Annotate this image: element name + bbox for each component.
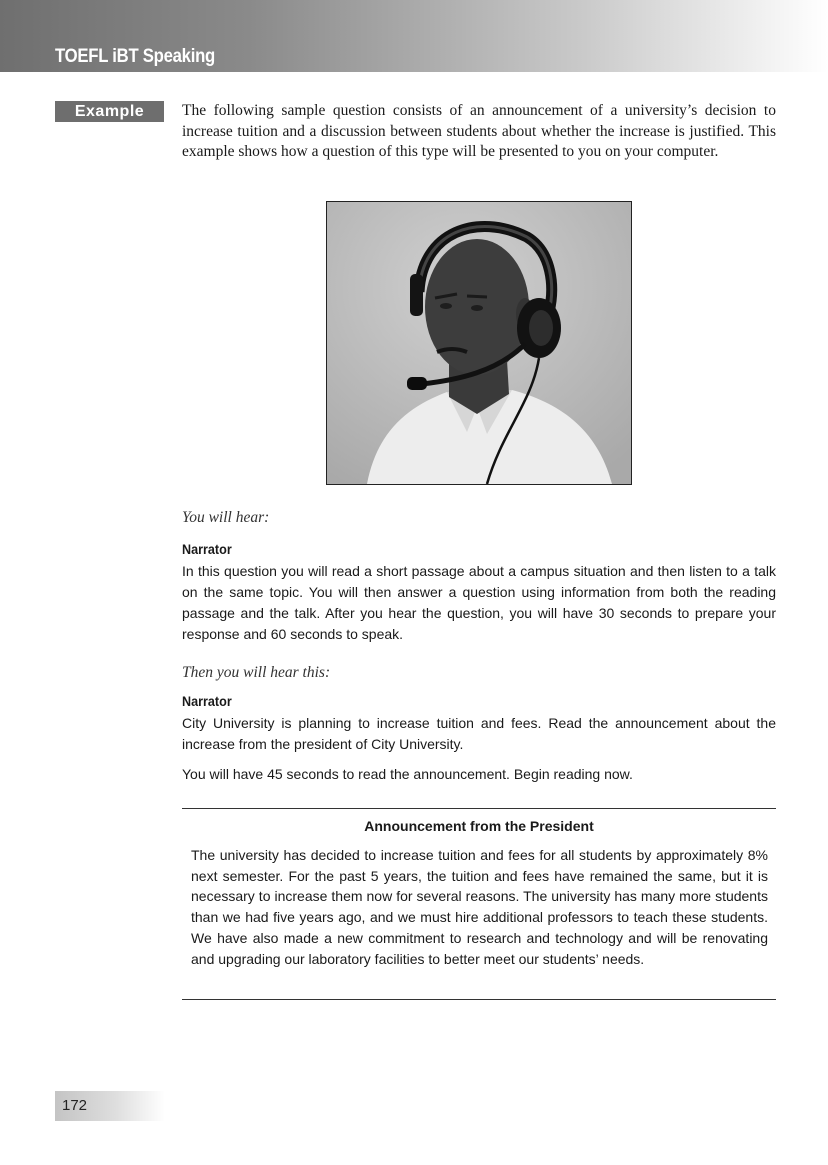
speaker-label: Narrator (182, 693, 232, 709)
section-heading-then-you-will-hear: Then you will hear this: (182, 664, 331, 681)
announcement-body: The university has decided to increase tuition and fees for all students by approximately 8% next semester. For the past 5 years, the tuition and fees have remained the same, but it is necessary to increase them now for several reasons. The university has many more students than we had five years ago, and we must hire additional professors to teach these students. We have also made a new commitment to research and technology and will be renovating and upgrading our laboratory facilities to better meet our students’ needs. (191, 847, 768, 967)
running-header: TOEFL iBT Speaking (55, 46, 216, 67)
narrator-instructions: In this question you will read a short passage about a campus situation and then listen to a talk on the same topic. You will then answer a question using information from both the reading passage and the talk. After you hear the question, you will have 30 seconds to prepare your response and 60 seconds to speak. (182, 563, 776, 642)
speaker-label: Narrator (182, 541, 232, 557)
announcement-bottom-rule (182, 999, 776, 1000)
intro-paragraph: The following sample question consists of an announcement of a university’s decision to increase tuition and a discussion between students about whether the increase is justified. This example shows how a question of this type will be presented to you on your computer. (182, 102, 776, 160)
announcement-top-rule (182, 808, 776, 809)
reading-time-instruction: You will have 45 seconds to read the announcement. Begin reading now. (182, 766, 633, 782)
example-badge: Example (55, 101, 164, 122)
headset-person-illustration (327, 202, 631, 484)
test-taker-photo (326, 201, 632, 485)
narrator-prompt: City University is planning to increase tuition and fees. Read the announcement about the increase from the president of City University. (182, 715, 776, 752)
announcement-title: Announcement from the President (364, 818, 594, 834)
section-heading-you-will-hear: You will hear: (182, 509, 270, 526)
page-number: 172 (62, 1097, 88, 1114)
